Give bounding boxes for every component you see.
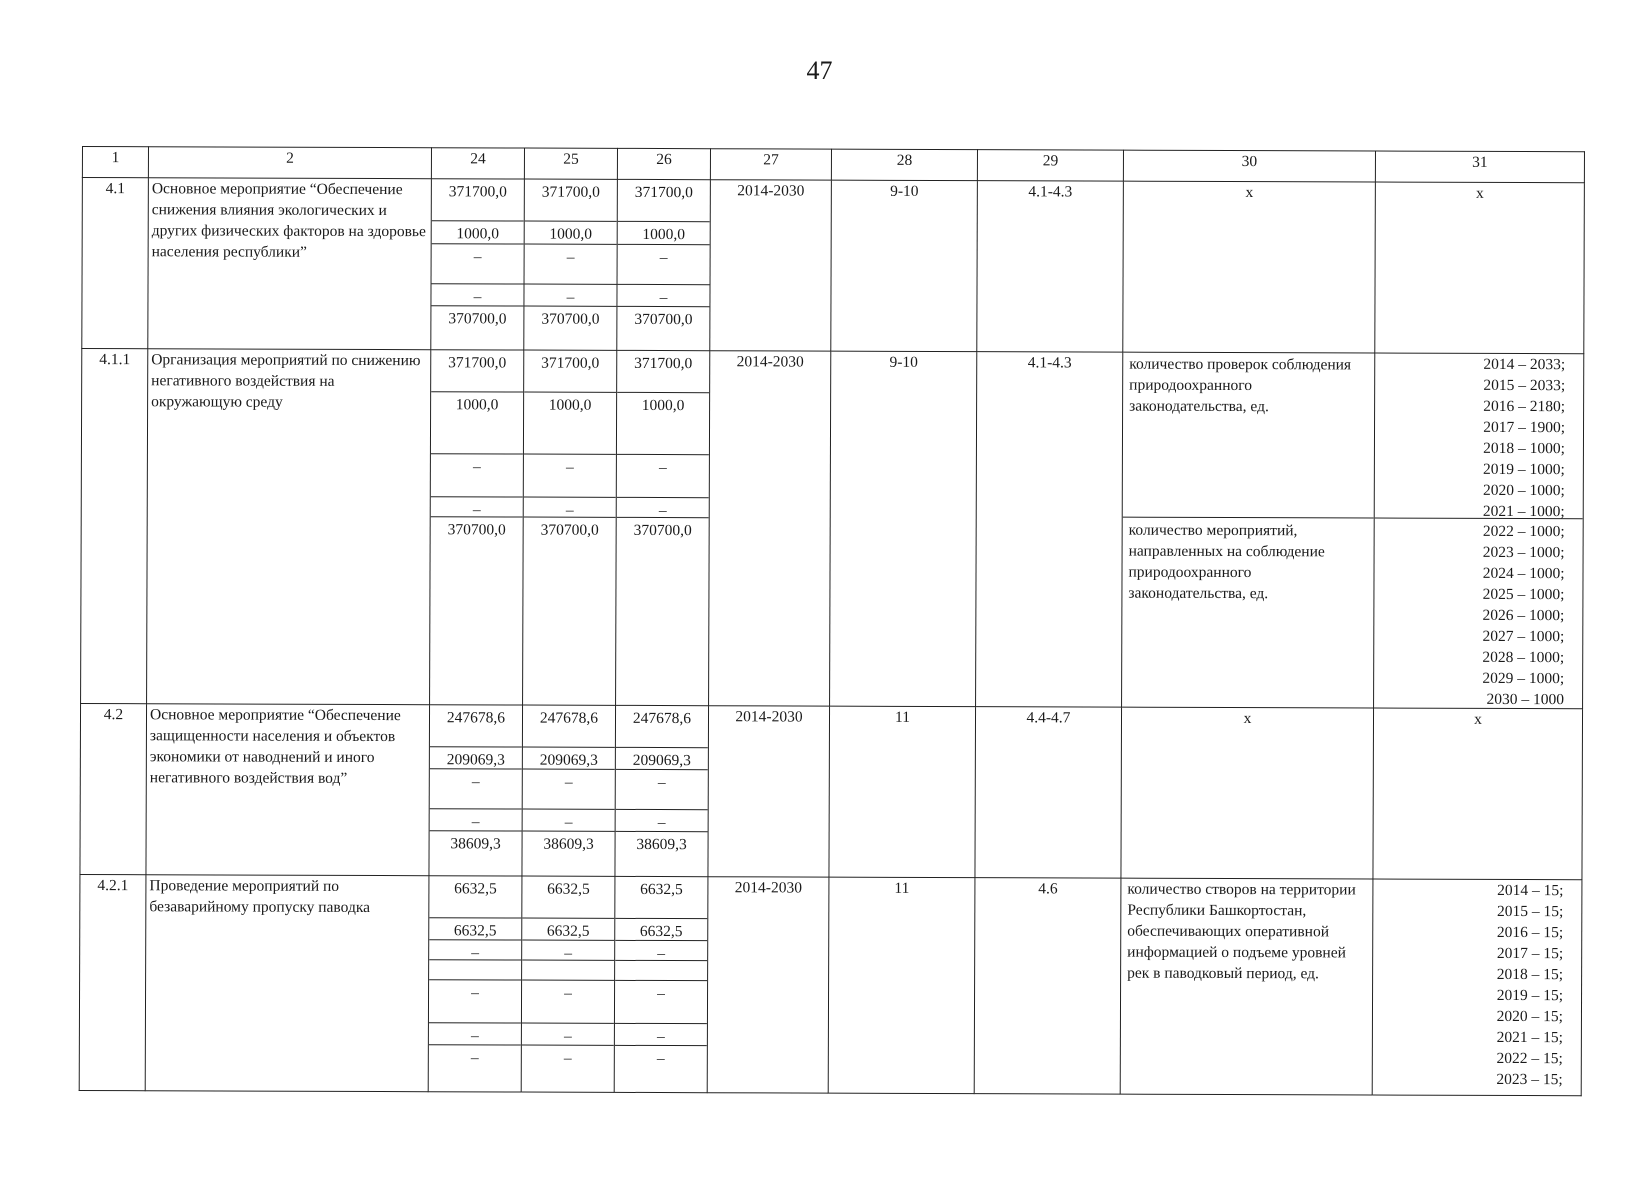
indicator-value-cell: х [1373, 708, 1583, 880]
column-header: 24 [431, 148, 524, 179]
value-cell [429, 960, 521, 980]
year-value: 2021 – 15; [1496, 1028, 1563, 1047]
value-cell: 370700,0 [634, 310, 693, 329]
row-name: Проведение мероприятий по безаварийному пропуску паводка [145, 875, 429, 1092]
value-cell: 370700,0 [541, 310, 600, 328]
value-cell: – [617, 285, 709, 307]
row-number: 4.1 [82, 178, 149, 349]
value-cell: – [615, 1024, 707, 1046]
funding-cell-26 [616, 350, 710, 705]
program-table [79, 146, 1585, 1096]
value-cell: 209069,3 [523, 748, 615, 770]
value-cell: 6632,5 [522, 919, 614, 941]
value-cell: 6632,5 [615, 877, 707, 919]
row-name: Основное мероприятие “Обеспечение снижения влияния экологических и других физических факторов на здоровье населения республики” [148, 178, 432, 350]
target-cell: 9-10 [831, 180, 978, 352]
year-value: 2020 – 1000; [1482, 481, 1565, 500]
value-cell [522, 961, 614, 981]
value-cell: 1000,0 [432, 221, 524, 244]
value-cell: 209069,3 [616, 748, 708, 770]
value-cell: 371700,0 [524, 351, 616, 393]
target-cell: 9-10 [830, 351, 977, 707]
task-cell: 4.1-4.3 [976, 352, 1123, 708]
table-row [79, 874, 1582, 1095]
task-cell: 4.4-4.7 [975, 707, 1122, 879]
value-cell: 371700,0 [617, 351, 709, 393]
year-value: 2014 – 2033; [1483, 355, 1566, 374]
value-cell: 371700,0 [618, 180, 710, 222]
year-value: 2023 – 15; [1496, 1070, 1563, 1089]
value-cell: 38609,3 [636, 835, 687, 854]
year-value: 2030 – 1000 [1486, 690, 1565, 709]
value-cell: – [617, 498, 709, 518]
value-cell: 370700,0 [448, 310, 507, 328]
year-value: 2015 – 2033; [1483, 376, 1566, 395]
column-header: 25 [524, 148, 617, 179]
year-value: 2014 – 15; [1497, 881, 1564, 900]
column-header: 28 [831, 149, 977, 181]
value-cell: 1000,0 [431, 392, 523, 454]
year-value: 2029 – 1000; [1482, 669, 1565, 688]
year-value: 2028 – 1000; [1482, 648, 1565, 667]
year-value: 2019 – 1000; [1483, 460, 1565, 479]
period-cell: 2014-2030 [708, 706, 830, 877]
value-cell: 247678,6 [616, 706, 708, 748]
value-cell [615, 961, 707, 981]
value-cell: 6632,5 [615, 919, 707, 941]
column-header: 31 [1375, 151, 1584, 183]
value-cell: 6632,5 [522, 877, 614, 919]
indicator-cell: х [1121, 707, 1374, 879]
value-cell: – [616, 770, 708, 810]
value-cell: – [431, 454, 523, 497]
column-header: 2 [148, 147, 431, 179]
value-cell: 371700,0 [525, 180, 617, 222]
value-cell: 6632,5 [429, 918, 521, 940]
funding-cell-25 [524, 179, 618, 350]
value-cell: – [429, 1023, 521, 1045]
task-cell: 4.1-4.3 [977, 181, 1124, 353]
value-cell: – [525, 245, 617, 285]
value-cell: 247678,6 [430, 705, 522, 747]
year-value: 2024 – 1000; [1482, 564, 1565, 583]
value-cell: 371700,0 [432, 179, 524, 221]
column-header: 27 [710, 149, 831, 180]
value-cell: 247678,6 [523, 706, 615, 748]
value-cell: 38609,3 [450, 835, 501, 853]
task-cell: 4.6 [974, 878, 1121, 1095]
year-value: 2018 – 1000; [1483, 439, 1565, 458]
funding-cell-26 [615, 705, 709, 876]
column-header: 29 [977, 150, 1123, 182]
row-name: Основное мероприятие “Обеспечение защищенности населения и объектов экономики от наводнений и иного негативного воздействия вод” [146, 704, 430, 876]
funding-cell-24 [431, 179, 525, 350]
value-cell: 371700,0 [431, 350, 523, 392]
year-value: 2016 – 15; [1496, 923, 1564, 942]
value-cell: – [430, 809, 522, 831]
indicator-cell: х [1123, 181, 1376, 353]
value-cell: – [523, 810, 615, 832]
column-header: 26 [617, 148, 710, 179]
value-cell: 38609,3 [543, 835, 594, 853]
table-row [81, 349, 1584, 709]
value-cell: – [522, 981, 614, 1024]
funding-cell-25 [522, 705, 616, 876]
value-cell: – [615, 981, 707, 1024]
year-value: 2019 – 15; [1496, 986, 1564, 1005]
value-cell: – [431, 497, 523, 517]
value-cell: – [523, 770, 615, 810]
year-value: 2027 – 1000; [1482, 627, 1565, 646]
indicator-cell: количество створов на территории Республики Башкортостан, обеспечивающих оперативной информацией о подъеме уровней рек в паводковый период, ед. [1120, 878, 1373, 1095]
funding-cell-24 [428, 876, 522, 1092]
value-cell: 1000,0 [618, 222, 710, 245]
year-value: 2022 – 15; [1496, 1049, 1563, 1068]
indicator-value-cell: х [1375, 182, 1585, 354]
value-cell: – [563, 1049, 572, 1067]
value-cell: – [616, 810, 708, 832]
value-cell: – [470, 1049, 479, 1067]
value-cell: – [430, 769, 522, 809]
year-value: 2018 – 15; [1496, 965, 1564, 984]
indicator-cell [1122, 352, 1375, 708]
row-number: 4.2.1 [79, 874, 146, 1090]
program-table-sheet [79, 146, 1584, 1129]
value-cell: – [522, 1024, 614, 1046]
funding-cell-26 [617, 179, 711, 350]
year-value: 2017 – 15; [1496, 944, 1564, 963]
target-cell: 11 [829, 706, 976, 878]
year-value: 2017 – 1900; [1483, 418, 1566, 437]
table-row [82, 178, 1585, 354]
funding-cell-25 [521, 876, 615, 1092]
funding-cell-26 [614, 876, 708, 1092]
value-cell: – [429, 980, 521, 1023]
value-cell: 1000,0 [524, 393, 616, 455]
value-cell: – [615, 941, 707, 961]
column-header: 30 [1123, 150, 1375, 182]
row-number: 4.2 [80, 703, 147, 874]
indicator-year-values [1372, 879, 1582, 1096]
value-cell: – [431, 284, 523, 306]
period-cell: 2014-2030 [710, 180, 832, 351]
value-cell: – [617, 455, 709, 498]
row-number: 4.1.1 [81, 349, 148, 704]
indicator-year-values [1375, 354, 1584, 520]
year-value: 2025 – 1000; [1482, 585, 1565, 604]
value-cell: – [432, 244, 524, 284]
value-cell: 370700,0 [540, 521, 599, 539]
year-value: 2015 – 15; [1496, 902, 1564, 921]
year-value: 2016 – 2180; [1483, 397, 1566, 416]
funding-cell-24 [429, 705, 523, 876]
indicator-value-cell [1374, 353, 1584, 709]
period-cell: 2014-2030 [709, 351, 831, 706]
value-cell: – [429, 940, 521, 960]
funding-cell-25 [523, 350, 617, 705]
funding-cell-24 [430, 350, 524, 705]
indicator-text: количество мероприятий, направленных на соблюдение природоохранного законодательства, ед. [1128, 521, 1325, 603]
value-cell: – [524, 498, 616, 518]
value-cell: – [524, 455, 616, 498]
year-value: 2026 – 1000; [1482, 606, 1565, 625]
year-value: 2021 – 1000; [1482, 502, 1565, 521]
value-cell: 370700,0 [447, 521, 506, 539]
period-cell: 2014-2030 [707, 877, 829, 1093]
value-cell: 1000,0 [525, 222, 617, 245]
target-cell: 11 [828, 877, 975, 1094]
year-value: 2022 – 1000; [1482, 522, 1565, 541]
value-cell: – [522, 941, 614, 961]
indicator-year-values [1374, 519, 1583, 707]
value-cell: 6632,5 [429, 876, 521, 918]
value-cell: 370700,0 [633, 521, 692, 540]
row-name: Организация мероприятий по снижению негативного воздействия на окружающую среду [147, 349, 431, 705]
value-cell: 1000,0 [617, 393, 709, 455]
value-cell: – [618, 245, 710, 285]
column-header: 1 [82, 147, 148, 178]
indicator-text: количество проверок соблюдения природоохранного законодательства, ед. [1123, 353, 1375, 519]
value-cell: – [656, 1050, 665, 1068]
year-value: 2020 – 15; [1496, 1007, 1563, 1026]
value-cell: – [524, 285, 616, 307]
page-number: 47 [806, 56, 833, 85]
table-row [80, 703, 1583, 879]
value-cell: 209069,3 [430, 747, 522, 769]
year-value: 2023 – 1000; [1482, 543, 1565, 562]
